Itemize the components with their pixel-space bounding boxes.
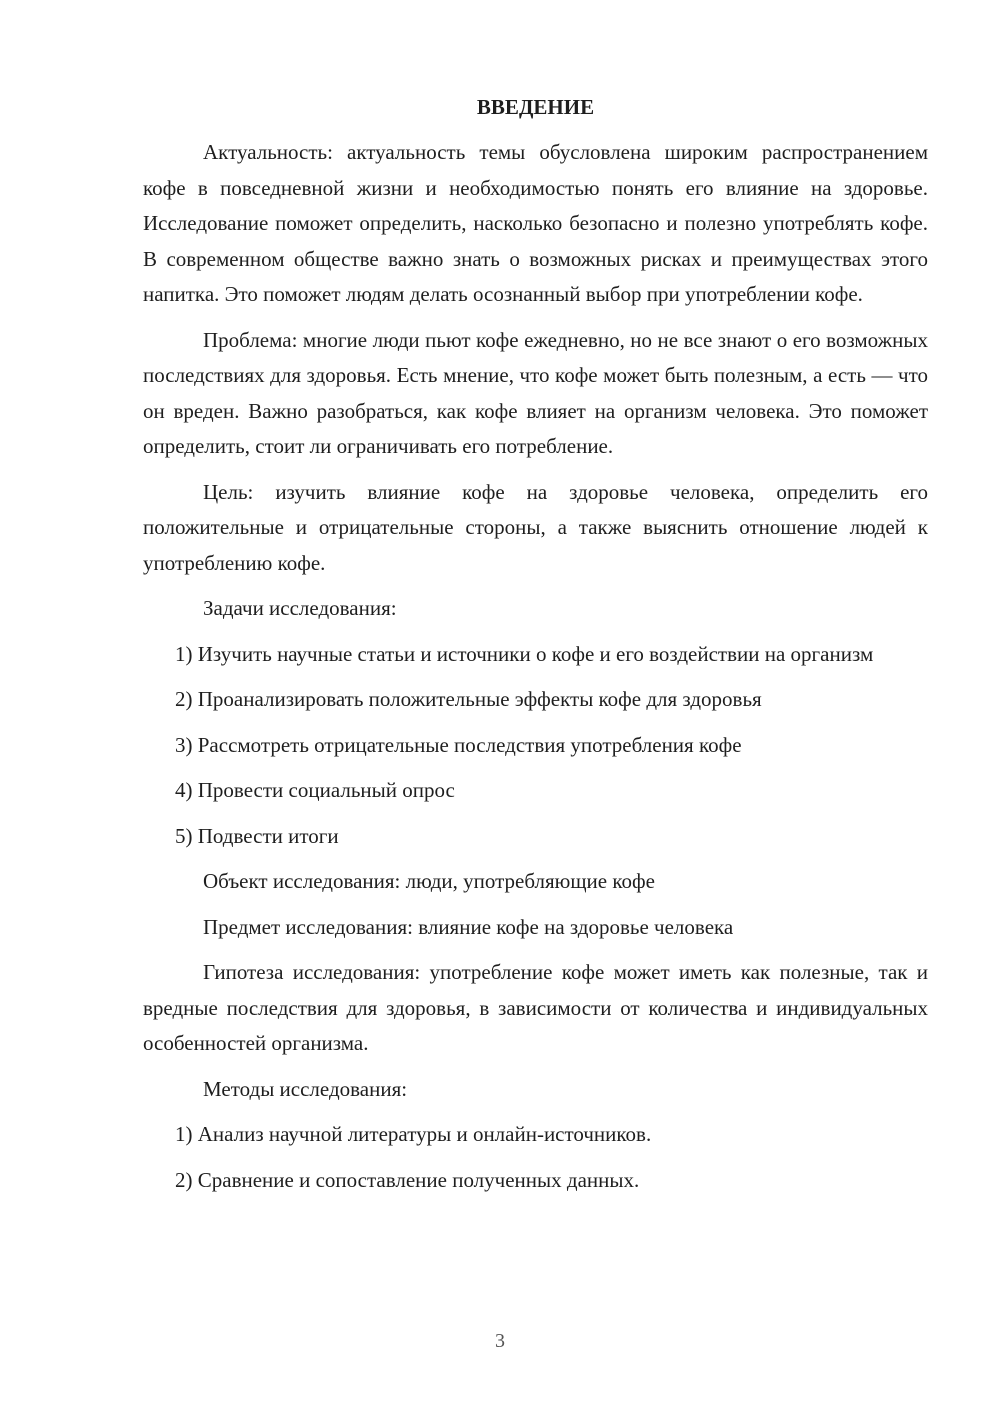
- method-item-1: 1) Анализ научной литературы и онлайн-источников.: [175, 1122, 652, 1146]
- task-item-4: 4) Провести социальный опрос: [175, 778, 455, 802]
- method-item-2: 2) Сравнение и сопоставление полученных данных.: [175, 1167, 640, 1192]
- page-number: 3: [495, 1330, 505, 1352]
- problem-paragraph: Проблема: многие люди пьют кофе ежедневно, но не все знают о его возможных последствиях для здоровья. Есть мнение, что кофе может быть полезным, а есть — что он вреден. Важно разобраться, как кофе влияет на организм человека. Это поможет определить, стоит ли ограничивать его потребление.: [143, 327, 928, 458]
- hypothesis-paragraph: Гипотеза исследования: употребление кофе может иметь как полезные, так и вредные последствия для здоровья, в зависимости от количества и индивидуальных особенностей организма.: [143, 960, 928, 1055]
- task-item-3: 3) Рассмотреть отрицательные последствия употребления кофе: [175, 732, 742, 757]
- goal-paragraph: Цель: изучить влияние кофе на здоровье человека, определить его положительные и отрицательные стороны, а также выяснить отношение людей к употреблению кофе.: [143, 479, 928, 575]
- section-title: ВВЕДЕНИЕ: [476, 95, 595, 119]
- methods-heading: Методы исследования:: [203, 1076, 408, 1101]
- task-item-5: 5) Подвести итоги: [175, 823, 339, 848]
- tasks-heading: Задачи исследования:: [203, 596, 397, 620]
- task-item-1: 1) Изучить научные статьи и источники о кофе и его воздействии на организм: [175, 641, 874, 666]
- task-item-2: 2) Проанализировать положительные эффекты кофе для здоровья: [175, 687, 762, 711]
- object-paragraph: Объект исследования: люди, употребляющие кофе: [203, 869, 655, 893]
- relevance-paragraph: Актуальность: актуальность темы обусловлена широким распространением кофе в повседневной жизни и необходимостью понять его влияние на здоровье. Исследование поможет определить, насколько безопасно и полезно употреблять кофе. В современном обществе важно знать о возможных рисках и преимуществах этого напитка. Это поможет людям делать осознанный выбор при употреблении кофе.: [143, 140, 928, 306]
- document-page: [143, 90, 928, 1208]
- subject-paragraph: Предмет исследования: влияние кофе на здоровье человека: [203, 914, 734, 939]
